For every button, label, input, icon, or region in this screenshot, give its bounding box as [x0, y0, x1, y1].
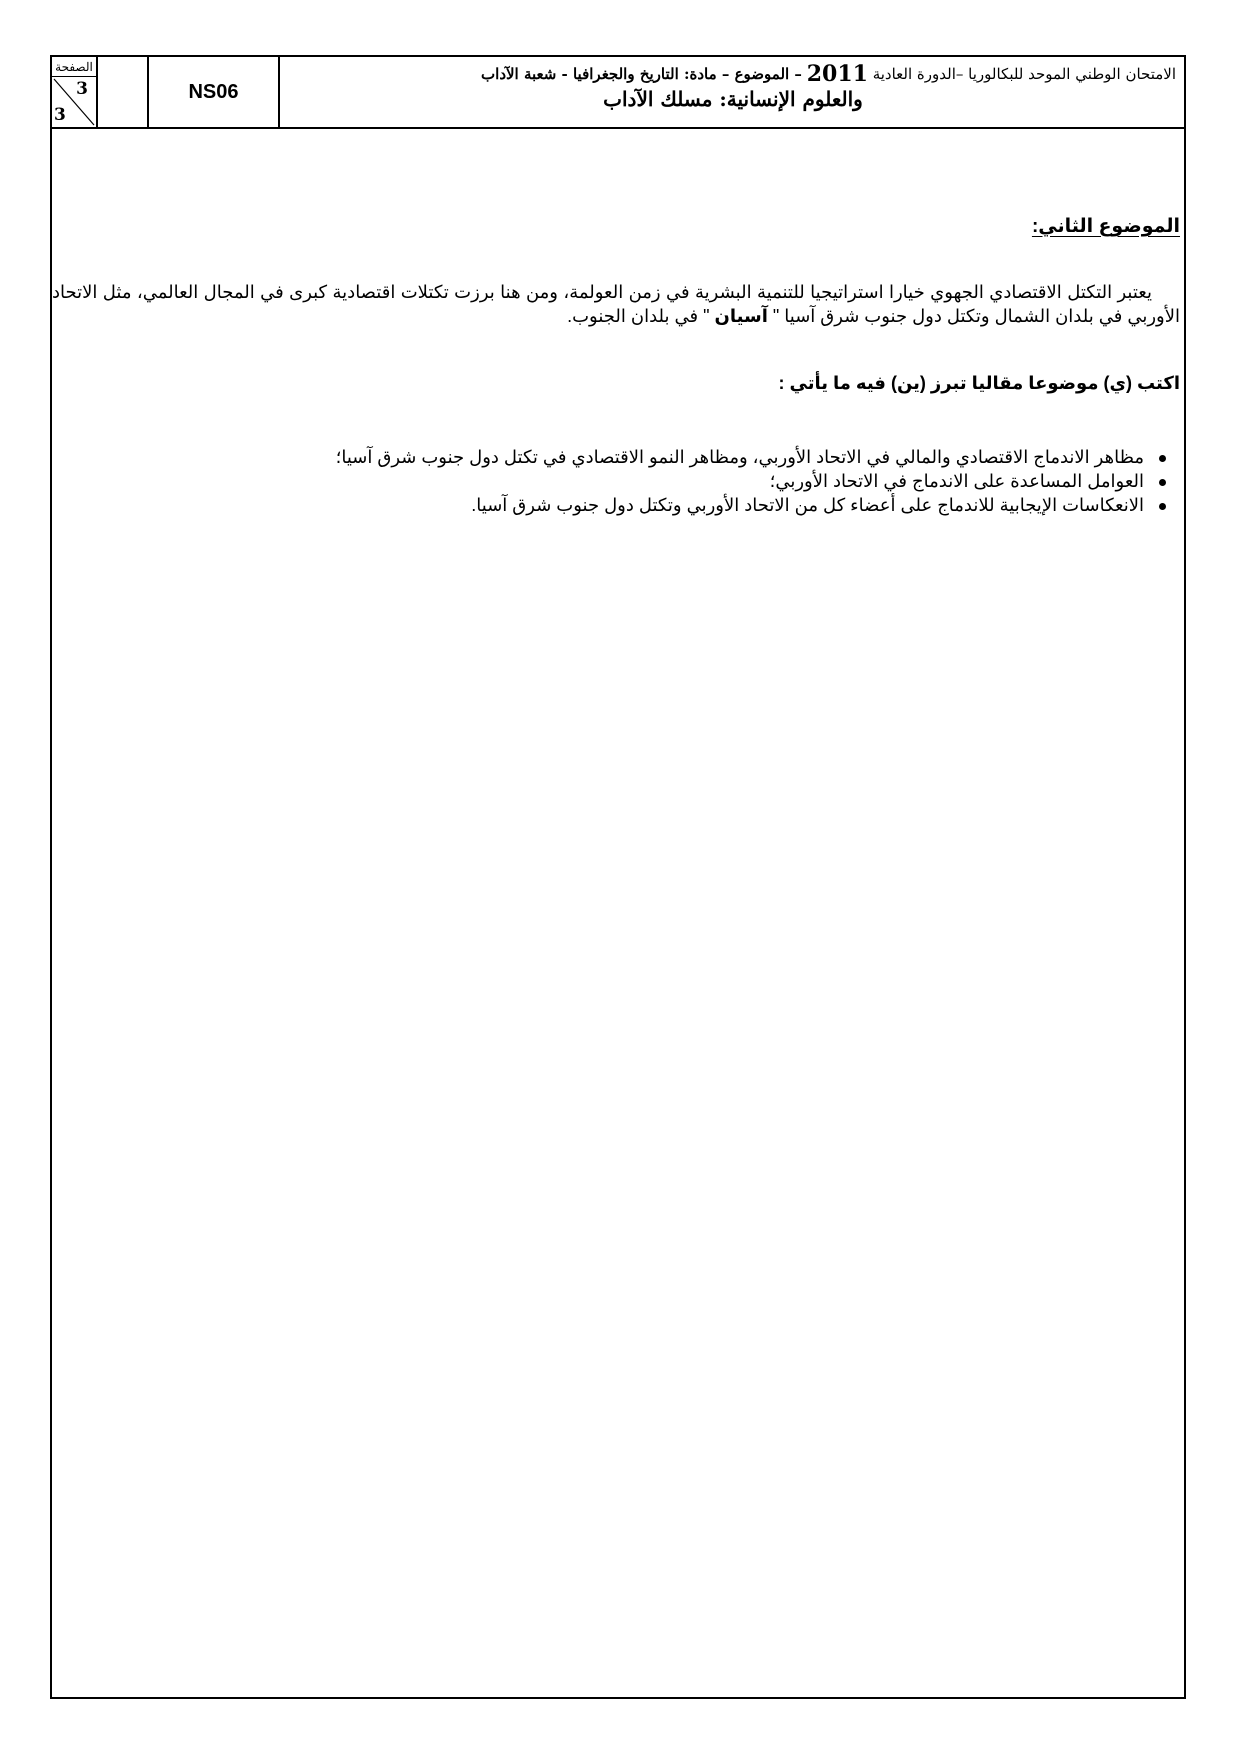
bullet-list: [52, 445, 1184, 517]
instruction: اكتب (ي) موضوعا مقاليا تبرز (ين) فيه ما يأتي :: [778, 373, 1180, 393]
header-separator: [98, 57, 147, 129]
exam-header: [278, 57, 1186, 129]
list-item: [52, 445, 1184, 469]
bullet-text: مظاهر الاندماج الاقتصادي والمالي في الاتحاد الأوربي، ومظاهر النمو الاقتصادي في تكتل دول جنوب شرق آسيا؛: [335, 447, 1144, 467]
header-line-1: [481, 61, 1176, 87]
page-frame: [50, 55, 1186, 1699]
exam-code: NS06: [147, 57, 278, 129]
list-item: [52, 493, 1184, 517]
intro-text-1: يعتبر التكتل الاقتصادي الجهوي خيارا استراتيجيا للتنمية البشرية في زمن العولمة، ومن هنا برزت تكتلات اقتصادية كبرى في المجال العالمي، مثل الاتحاد الأوربي في بلدان الشمال وتكتل دول جنوب شرق آسيا ": [52, 282, 1180, 326]
intro-text-2: " في بلدان الجنوب.: [567, 306, 710, 326]
header-suffix: – الموضوع – مادة: التاريخ والجغرافيا - شعبة الآداب: [481, 65, 802, 83]
bullet-icon: [1159, 479, 1166, 486]
page-total: 3: [54, 105, 66, 125]
header-line-2: والعلوم الإنسانية: مسلك الآداب: [603, 87, 863, 111]
intro-paragraph: [52, 280, 1180, 328]
page-current: 3: [76, 79, 88, 99]
page-fraction: [52, 77, 96, 127]
page-number-box: [52, 57, 98, 129]
bullet-icon: [1159, 503, 1166, 510]
header-prefix: الامتحان الوطني الموحد للبكالوريا –الدورة العادية: [872, 65, 1176, 83]
exam-content: [52, 129, 1184, 1697]
bullet-icon: [1159, 455, 1166, 462]
list-item: [52, 469, 1184, 493]
exam-year: 2011: [806, 61, 868, 87]
page-label: الصفحة: [52, 57, 96, 77]
intro-asean: آسيان: [714, 306, 768, 326]
bullet-text: العوامل المساعدة على الاندماج في الاتحاد الأوربي؛: [769, 471, 1144, 491]
bullet-text: الانعكاسات الإيجابية للاندماج على أعضاء كل من الاتحاد الأوربي وتكتل دول جنوب شرق آسيا.: [471, 495, 1144, 515]
topic-title: الموضوع الثاني:: [1031, 216, 1180, 237]
